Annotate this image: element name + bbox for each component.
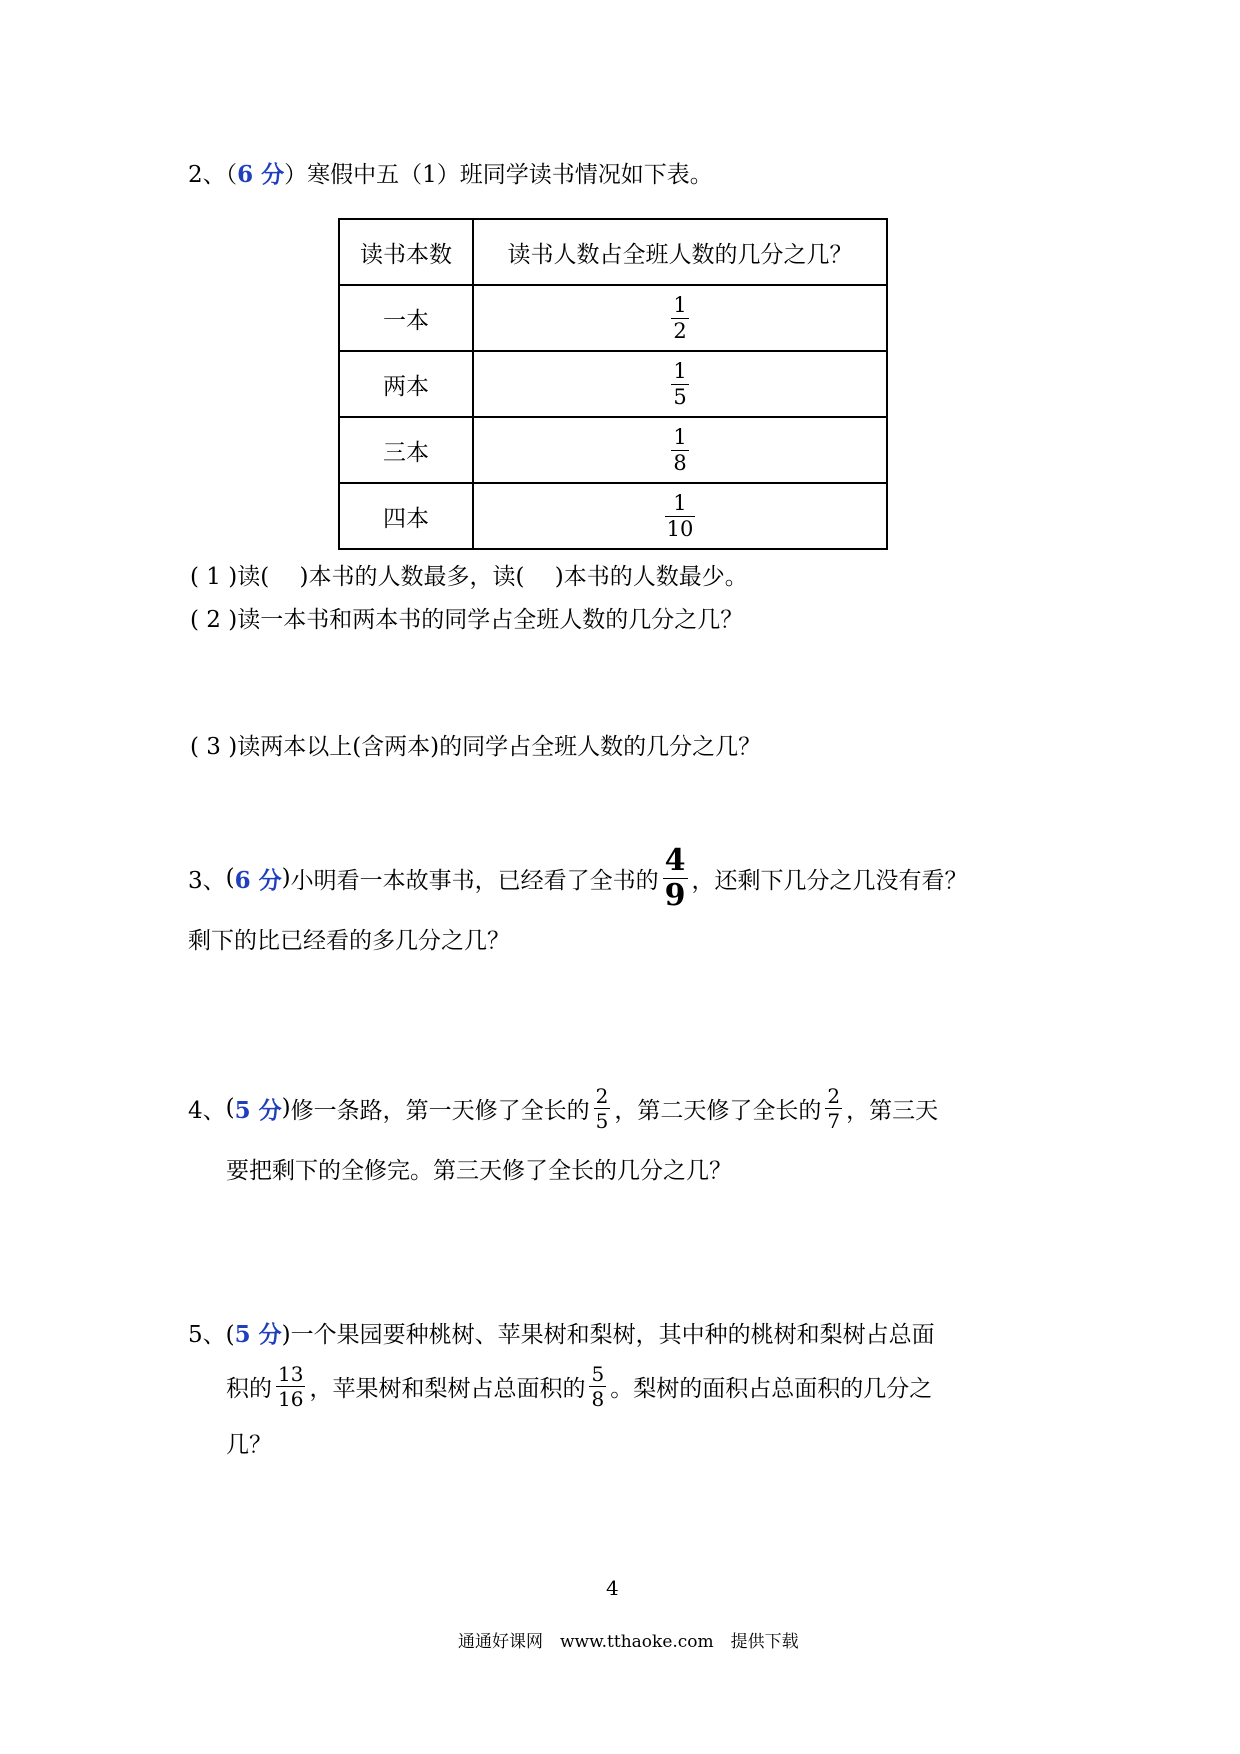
numerator: 5 xyxy=(591,1361,605,1386)
cell-fraction xyxy=(473,285,887,351)
cell-fraction xyxy=(473,483,887,549)
points-open: ( xyxy=(225,865,235,891)
denominator: 5 xyxy=(595,1108,609,1133)
table-row xyxy=(339,417,887,483)
question-4-line-2: 要把剩下的全修完。第三天修了全长的几分之几？ xyxy=(226,1158,732,1184)
fraction-five-eighths xyxy=(589,1361,606,1411)
points-value: 6 分 xyxy=(237,161,285,188)
denominator: 8 xyxy=(591,1386,605,1411)
points-value: 6 分 xyxy=(234,866,282,894)
points-close: ) xyxy=(281,1095,291,1121)
denominator: 5 xyxy=(673,384,687,409)
table-row xyxy=(339,285,887,351)
sub-question-1: ( 1 )读( )本书的人数最多，读( )本书的人数最少。 xyxy=(190,564,748,590)
question-2-heading xyxy=(188,156,713,189)
points-close: ) xyxy=(281,865,291,891)
denominator: 2 xyxy=(673,318,687,343)
question-text: ，还剩下几分之几没有看？ xyxy=(691,867,968,894)
fraction xyxy=(665,490,696,541)
question-text: ，苹果树和梨树占总面积的 xyxy=(309,1375,586,1402)
cell-fraction xyxy=(473,417,887,483)
question-text: 修一条路，第一天修了全长的 xyxy=(290,1097,590,1124)
numerator: 13 xyxy=(278,1361,304,1386)
points-open: ( xyxy=(225,1322,235,1348)
question-number: 3、 xyxy=(188,867,226,894)
cell-books: 一本 xyxy=(339,285,473,351)
footer-text: 通通好课网 www.tthaoke.com 提供下载 xyxy=(458,1632,799,1652)
question-stem: 寒假中五（1）班同学读书情况如下表。 xyxy=(307,162,713,188)
question-text: ，第三天 xyxy=(846,1097,939,1124)
question-text: 一个果园要种桃树、苹果树和梨树，其中种的桃树和梨树占总面 xyxy=(290,1322,935,1348)
cell-fraction xyxy=(473,351,887,417)
fraction xyxy=(671,358,688,409)
cell-books: 三本 xyxy=(339,417,473,483)
cell-books: 两本 xyxy=(339,351,473,417)
question-text: ，第二天修了全长的 xyxy=(614,1097,822,1124)
question-4-line-1 xyxy=(188,1078,938,1138)
numerator: 2 xyxy=(595,1083,609,1108)
denominator: 16 xyxy=(278,1386,304,1411)
points-close: ) xyxy=(281,1322,291,1348)
points-open: （ xyxy=(225,162,238,188)
question-text: 。梨树的面积占总面积的几分之 xyxy=(610,1375,933,1402)
table-row xyxy=(339,483,887,549)
question-5-line-3: 几？ xyxy=(226,1432,272,1458)
question-number: 4、 xyxy=(188,1097,226,1124)
question-5-line-1 xyxy=(188,1316,935,1349)
points-open: ( xyxy=(225,1095,235,1121)
fraction-four-ninths xyxy=(663,842,688,913)
header-fraction: 读书人数占全班人数的几分之几？ xyxy=(473,219,887,285)
numerator: 2 xyxy=(827,1083,841,1108)
denominator: 8 xyxy=(673,450,687,475)
numerator: 4 xyxy=(664,842,686,878)
fraction xyxy=(671,424,688,475)
fraction-two-fifths xyxy=(594,1083,611,1133)
sub-question-2: ( 2 )读一本书和两本书的同学占全班人数的几分之几？ xyxy=(190,607,744,633)
page-number: 4 xyxy=(606,1576,619,1600)
fraction xyxy=(671,292,688,343)
points-value: 5 分 xyxy=(234,1096,282,1124)
question-text: 小明看一本故事书，已经看了全书的 xyxy=(290,867,659,894)
question-3-line-2: 剩下的比已经看的多几分之几？ xyxy=(188,928,510,954)
denominator: 10 xyxy=(666,516,694,541)
points-value: 5 分 xyxy=(234,1321,282,1348)
numerator: 1 xyxy=(673,358,687,383)
numerator: 1 xyxy=(673,424,687,449)
table-row xyxy=(339,351,887,417)
denominator: 9 xyxy=(664,877,686,913)
cell-books: 四本 xyxy=(339,483,473,549)
sub-question-3: ( 3 )读两本以上(含两本)的同学占全班人数的几分之几？ xyxy=(190,734,762,760)
question-text: 积的 xyxy=(226,1375,272,1402)
denominator: 7 xyxy=(827,1108,841,1133)
header-books: 读书本数 xyxy=(339,219,473,285)
question-number: 2、 xyxy=(188,162,226,188)
fraction-thirteen-sixteenths xyxy=(276,1361,305,1411)
question-3-line-1 xyxy=(188,838,968,918)
table-header-row xyxy=(339,219,887,285)
numerator: 1 xyxy=(673,292,687,317)
question-number: 5、 xyxy=(188,1322,226,1348)
question-5-line-2 xyxy=(226,1356,932,1416)
points-close: ） xyxy=(284,162,308,188)
fraction-two-sevenths xyxy=(825,1083,842,1133)
numerator: 1 xyxy=(673,490,687,515)
reading-table xyxy=(338,218,888,550)
